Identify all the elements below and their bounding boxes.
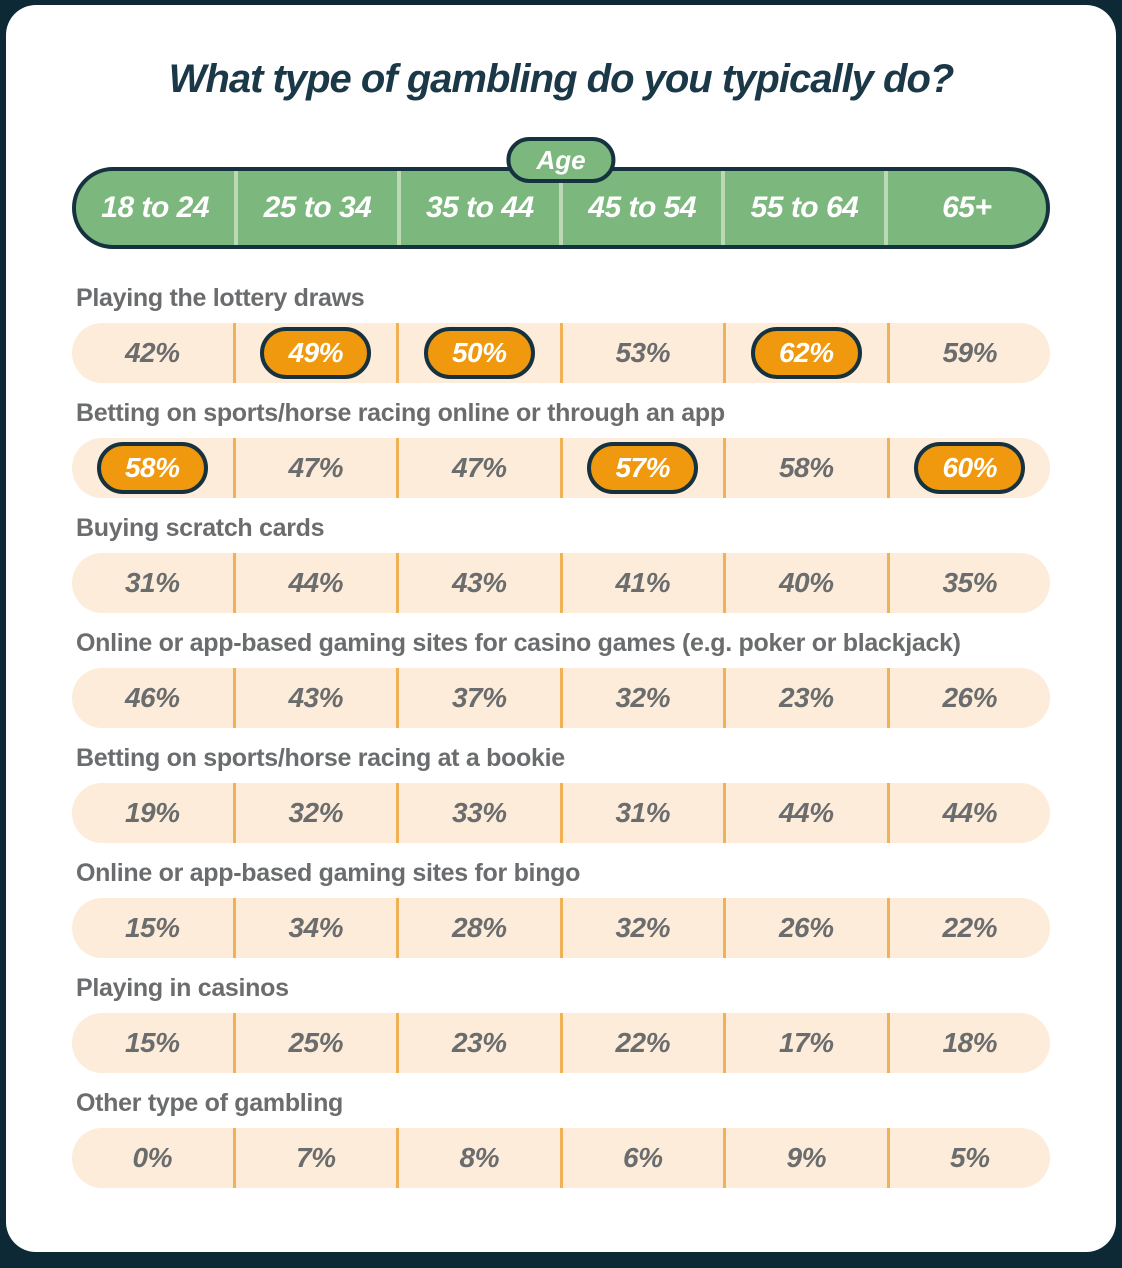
value-text: 32% [615,912,671,943]
value-cell [887,783,1051,843]
value-text: 33% [451,797,507,828]
value-text: 23% [451,1027,507,1058]
value-cell [396,1013,560,1073]
value-text: 28% [451,912,507,943]
value-cell [72,553,233,613]
highlighted-value-pill: 58% [97,442,208,494]
value-cell [887,438,1051,498]
value-cell [396,438,560,498]
value-cell [72,438,233,498]
value-text: 41% [615,567,671,598]
value-text: 40% [778,567,834,598]
row-label: Playing in casinos [76,974,289,1002]
value-text: 9% [786,1142,826,1173]
value-cell [233,553,397,613]
value-text: 17% [778,1027,834,1058]
table-row [72,396,1050,498]
value-text: 18% [942,1027,998,1058]
value-text: 43% [288,682,344,713]
page-title: What type of gambling do you typically do? [168,57,954,101]
value-cell [560,898,724,958]
row-label: Betting on sports/horse racing online or through an app [76,399,725,427]
row-label: Other type of gambling [76,1089,344,1117]
value-cell [560,1128,724,1188]
value-text: 7% [296,1142,336,1173]
value-cell [723,1128,887,1188]
value-cell [72,668,233,728]
value-cell [560,668,724,728]
header-cell: 25 to 34 [234,171,396,245]
header-cell: 65+ [884,171,1046,245]
value-cell [887,668,1051,728]
value-cell [560,553,724,613]
table-row [72,281,1050,383]
row-label: Online or app-based gaming sites for bingo [76,859,581,887]
value-cell [723,668,887,728]
value-cell [887,323,1051,383]
value-text: 22% [942,912,998,943]
value-text: 44% [778,797,834,828]
value-cell [887,1128,1051,1188]
value-cell [560,1013,724,1073]
highlighted-value-pill: 50% [424,327,535,379]
value-text: 47% [288,452,344,483]
row-bar [72,323,1050,383]
value-cell [723,1013,887,1073]
value-text: 53% [615,337,671,368]
value-text: 58% [778,452,834,483]
row-label: Betting on sports/horse racing at a bookie [76,744,565,772]
value-text: 46% [124,682,180,713]
value-cell [723,323,887,383]
age-header [72,145,1050,249]
value-text: 23% [778,682,834,713]
value-cell [723,783,887,843]
value-cell [396,783,560,843]
value-text: 47% [451,452,507,483]
row-bar [72,783,1050,843]
row-bar [72,668,1050,728]
value-cell [887,553,1051,613]
value-text: 32% [615,682,671,713]
table-row [72,626,1050,728]
value-text: 44% [942,797,998,828]
value-cell [233,783,397,843]
infographic-card [6,5,1116,1252]
highlighted-value-pill: 60% [914,442,1025,494]
value-text: 25% [288,1027,344,1058]
value-text: 0% [132,1142,172,1173]
row-bar [72,1128,1050,1188]
value-cell [396,323,560,383]
value-text: 22% [615,1027,671,1058]
value-cell [233,668,397,728]
value-text: 31% [615,797,671,828]
value-text: 42% [124,337,180,368]
value-text: 26% [942,682,998,713]
highlighted-value-pill: 49% [260,327,371,379]
value-text: 5% [950,1142,990,1173]
row-bar [72,553,1050,613]
value-cell [233,898,397,958]
highlighted-value-pill: 57% [587,442,698,494]
value-text: 31% [124,567,180,598]
value-cell [723,438,887,498]
value-cell [887,898,1051,958]
value-text: 59% [942,337,998,368]
table-row [72,511,1050,613]
row-label: Buying scratch cards [76,514,325,542]
value-text: 8% [459,1142,499,1173]
value-text: 19% [124,797,180,828]
value-cell [72,1128,233,1188]
row-label: Online or app-based gaming sites for casino games (e.g. poker or blackjack) [76,629,961,657]
header-cell: 35 to 44 [397,171,559,245]
value-text: 15% [124,912,180,943]
value-text: 34% [288,912,344,943]
value-cell [396,553,560,613]
value-text: 32% [288,797,344,828]
rows [72,281,1050,1188]
value-cell [560,438,724,498]
value-cell [72,783,233,843]
table-row [72,971,1050,1073]
value-text: 26% [778,912,834,943]
value-text: 43% [451,567,507,598]
highlighted-value-pill: 62% [751,327,862,379]
row-label: Playing the lottery draws [76,284,365,312]
value-text: 15% [124,1027,180,1058]
table-row [72,1086,1050,1188]
value-text: 35% [942,567,998,598]
row-bar [72,438,1050,498]
value-text: 44% [288,567,344,598]
value-cell [72,1013,233,1073]
row-bar [72,1013,1050,1073]
value-cell [560,323,724,383]
value-cell [723,898,887,958]
header-cell: 18 to 24 [101,191,210,224]
header-cell: 45 to 54 [559,171,721,245]
value-cell [233,323,397,383]
value-cell [396,898,560,958]
value-text: 6% [623,1142,663,1173]
value-cell [233,1128,397,1188]
value-cell [233,1013,397,1073]
value-cell [233,438,397,498]
value-cell [560,783,724,843]
row-bar [72,898,1050,958]
value-cell [396,668,560,728]
table-row [72,741,1050,843]
value-cell [72,898,233,958]
table-row [72,856,1050,958]
value-cell [723,553,887,613]
value-cell [887,1013,1051,1073]
age-group-label: Age [506,137,615,183]
value-cell [72,323,233,383]
value-cell [396,1128,560,1188]
header-cell: 55 to 64 [721,171,883,245]
value-text: 37% [451,682,507,713]
